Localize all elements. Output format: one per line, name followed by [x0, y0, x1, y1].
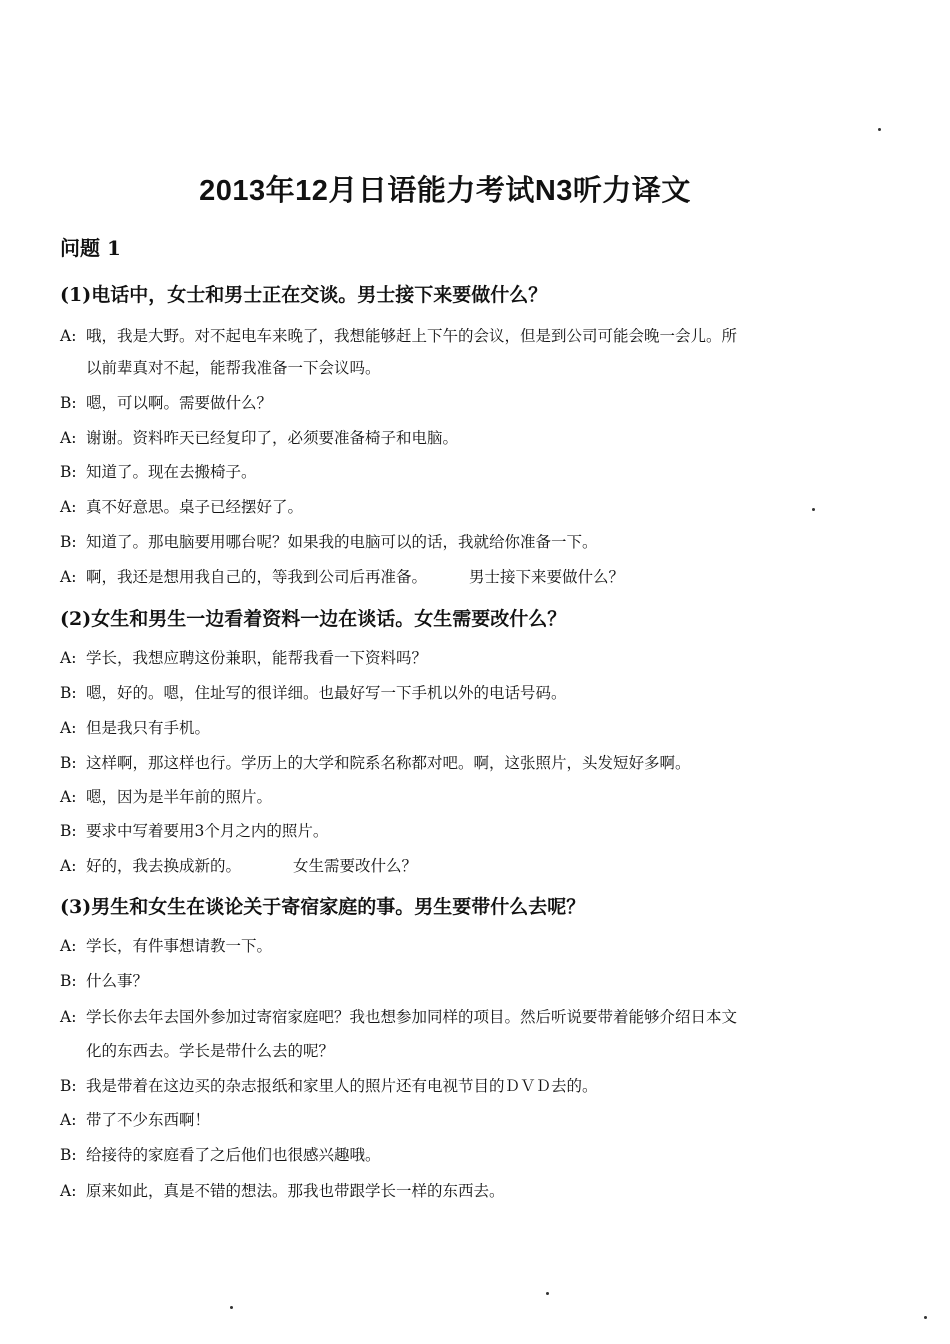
speaker-label: A: [60, 788, 77, 806]
dialogue-line [60, 1108, 210, 1130]
line-text: 学长，有件事想请教一下。 [86, 937, 273, 955]
dialogue-line [60, 716, 210, 738]
line-text: 带了不少东西啊！ [86, 1111, 211, 1129]
speaker-label: A: [60, 857, 77, 875]
question-prompt: 女生需要改什么？ [293, 857, 418, 875]
scan-speck [812, 508, 815, 511]
speaker-label: B: [60, 533, 77, 551]
question-1-heading: (1)电话中，女士和男士正在交谈。男士接下来要做什么？ [60, 284, 548, 306]
line-text: 啊，我还是想用我自己的，等我到公司后再准备。 [86, 568, 428, 586]
speaker-label: A: [60, 327, 77, 345]
speaker-label: B: [60, 684, 77, 702]
dialogue-line [60, 460, 257, 482]
speaker-label: B: [60, 822, 77, 840]
dialogue-line-continuation: 以前辈真对不起，能帮我准备一下会议吗。 [86, 359, 381, 377]
line-text: 学长，我想应聘这份兼职，能帮我看一下资料吗？ [86, 649, 428, 667]
line-text: 原来如此，真是不错的想法。那我也带跟学长一样的东西去。 [86, 1182, 505, 1200]
dialogue-line [60, 854, 417, 876]
line-text: 谢谢。资料昨天已经复印了，必须要准备椅子和电脑。 [86, 429, 459, 447]
question-3-heading: (3)男生和女生在谈论关于寄宿家庭的事。男生要带什么去呢？ [60, 896, 586, 918]
scan-speck [924, 1316, 927, 1319]
speaker-label: B: [60, 754, 77, 772]
dialogue-line [60, 1179, 505, 1201]
speaker-label: B: [60, 463, 77, 481]
speaker-label: A: [60, 1182, 77, 1200]
speaker-label: B: [60, 972, 77, 990]
dialogue-line [60, 751, 691, 773]
speaker-label: A: [60, 1111, 77, 1129]
line-text: 知道了。现在去搬椅子。 [86, 463, 257, 481]
speaker-label: A: [60, 429, 77, 447]
line-text: 真不好意思。桌子已经摆好了。 [86, 498, 304, 516]
line-text: 嗯，可以啊。需要做什么？ [86, 394, 273, 412]
speaker-label: B: [60, 394, 77, 412]
dialogue-line [60, 1074, 598, 1096]
line-text: 给接待的家庭看了之后他们也很感兴趣哦。 [86, 1146, 381, 1164]
dialogue-line [60, 1143, 381, 1165]
scan-speck [878, 128, 881, 131]
dialogue-line [60, 324, 737, 346]
scan-speck [230, 1306, 233, 1309]
dialogue-line [60, 1005, 737, 1027]
line-text: 要求中写着要用3个月之内的照片。 [86, 822, 329, 840]
dialogue-line [60, 426, 458, 448]
speaker-label: A: [60, 937, 77, 955]
line-text: 知道了。那电脑要用哪台呢？如果我的电脑可以的话，我就给你准备一下。 [86, 533, 598, 551]
question-prompt: 男士接下来要做什么？ [469, 568, 625, 586]
section-heading: 问题 1 [60, 236, 121, 260]
speaker-label: A: [60, 649, 77, 667]
line-text: 我是带着在这边买的杂志报纸和家里人的照片还有电视节目的ＤＶＤ去的。 [86, 1077, 598, 1095]
dialogue-line [60, 646, 427, 668]
speaker-label: A: [60, 1008, 77, 1026]
dialogue-line [60, 495, 303, 517]
dialogue-line [60, 530, 598, 552]
line-text: 嗯，因为是半年前的照片。 [86, 788, 273, 806]
document-title: 2013年12月日语能力考试N3听力译文 [199, 175, 691, 207]
line-text: 学长你去年去国外参加过寄宿家庭吧？我也想参加同样的项目。然后听说要带着能够介绍日本文 [86, 1008, 738, 1026]
line-text: 什么事？ [86, 972, 149, 990]
line-text: 嗯，好的。嗯，住址写的很详细。也最好写一下手机以外的电话号码。 [86, 684, 567, 702]
scan-speck [546, 1292, 549, 1295]
dialogue-line [60, 934, 272, 956]
line-text: 但是我只有手机。 [86, 719, 211, 737]
line-text: 哦，我是大野。对不起电车来晚了，我想能够赶上下午的会议，但是到公司可能会晚一会儿。所 [86, 327, 738, 345]
dialogue-line [60, 819, 328, 841]
dialogue-line [60, 969, 148, 991]
speaker-label: B: [60, 1077, 77, 1095]
speaker-label: B: [60, 1146, 77, 1164]
speaker-label: A: [60, 498, 77, 516]
dialogue-line [60, 565, 624, 587]
speaker-label: A: [60, 568, 77, 586]
question-2-heading: (2)女生和男生一边看着资料一边在谈话。女生需要改什么？ [60, 608, 567, 630]
speaker-label: A: [60, 719, 77, 737]
dialogue-line [60, 391, 272, 413]
dialogue-line-continuation: 化的东西去。学长是带什么去的呢？ [86, 1042, 335, 1060]
line-text: 好的，我去换成新的。 [86, 857, 242, 875]
dialogue-line [60, 681, 567, 703]
dialogue-line [60, 785, 272, 807]
line-text: 这样啊，那这样也行。学历上的大学和院系名称都对吧。啊，这张照片，头发短好多啊。 [86, 754, 691, 772]
